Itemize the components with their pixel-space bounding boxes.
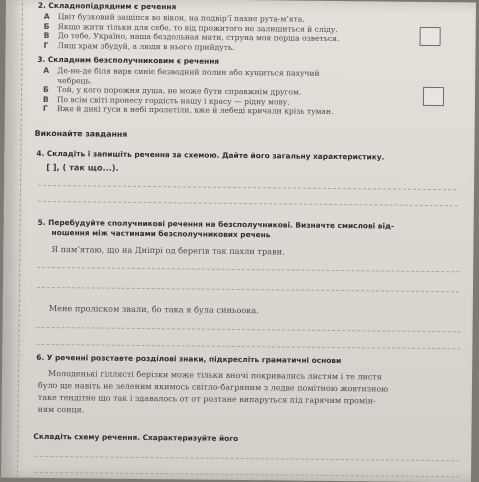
task6-line-3: таке тендітне що так і здавалось от от розтане випаруться під гарячим промін-	[37, 392, 376, 406]
task5-answer-line-4[interactable]	[36, 344, 460, 349]
task5-answer-line-3[interactable]	[37, 327, 461, 332]
task5-sentence-1: Я пам’ятаю, що на Дніпрі од берегів так пахли трави.	[51, 244, 285, 257]
task2-option-a: А Цвіт бузковий защіпся во вікон, на подвір’ї пахне рута-м’ята.	[43, 11, 305, 24]
task5-title-line2: ношення між частинами безсполучникових речень	[51, 228, 271, 240]
task5-answer-line-2[interactable]	[37, 287, 459, 292]
task3-title: 3. Складним безсполучниковим є речення	[37, 54, 220, 66]
task3-option-c: В По всім світі пронесу гордість нашу і красу — рідну мову.	[42, 94, 290, 107]
task4-answer-line-2[interactable]	[38, 201, 458, 206]
task6-instruction: Складіть схему речення. Схарактеризуйте його	[33, 431, 239, 443]
task3-answer-box[interactable]	[423, 87, 444, 106]
task3-option-a-cont: чебрець.	[57, 75, 93, 86]
task6-title: 6. У реченні розставте розділові знаки, підкресліть граматичні основи	[36, 352, 342, 366]
margin-fold-line	[17, 0, 23, 478]
task6-answer-line-2[interactable]	[35, 472, 459, 477]
task2-option-c: В До тебе, Україно, наша бездольная мати, струна моя перша озветься.	[43, 31, 340, 44]
section-title: Виконайте завдання	[34, 128, 128, 139]
task2-answer-box[interactable]	[420, 27, 441, 46]
task5-answer-line-1[interactable]	[37, 267, 459, 272]
task2-option-b: Б Якщо жити тільки для себе, то від прожитого не залишиться й сліду.	[43, 21, 338, 34]
task6-line-2: було ще навіть не зеленим якимось світло-багряним з ледве помітною жовтизною	[37, 380, 389, 394]
task2-title: 2. Складнопідрядним є речення	[37, 0, 177, 12]
task2-options	[43, 12, 339, 53]
task4-title: 4. Складіть і запишіть речення за схемою. Дайте його загальну характеристику.	[36, 148, 385, 162]
task3-options	[43, 66, 334, 117]
task3-option-a: А Де-не-де біля вирв синіє безводний полин або кущиться пахучий	[43, 65, 320, 78]
task6-sentence	[38, 368, 389, 420]
task6-answer-line-1[interactable]	[35, 456, 459, 461]
task3-option-d: Г Вже й дикі гуси в небі пролетіли, вже й лебеді кричали крізь туман.	[42, 104, 334, 117]
workbook-page	[1, 0, 476, 482]
task3-option-b: Б Той, у кого порожня душа, не може бути справжнім другом.	[43, 85, 302, 97]
task4-scheme: [ ], ( так що...).	[46, 161, 119, 173]
task6-line-4: ням сонця.	[37, 404, 85, 415]
task6-line-1: Молоденькі гіллясті берізки може тільки вночі покривались листям і те листя	[48, 369, 382, 382]
task5-title-line1: 5. Перебудуйте сполучникові речення на безсполучникові. Визначте смислові від-	[37, 217, 395, 231]
task5-sentence-2: Мене проліском звали, бо така я була синьоока.	[48, 303, 259, 316]
task2-option-d: Г Лиш храм збудуй, а люди в нього прийдуть.	[43, 40, 235, 52]
task4-answer-line-1[interactable]	[38, 185, 456, 190]
